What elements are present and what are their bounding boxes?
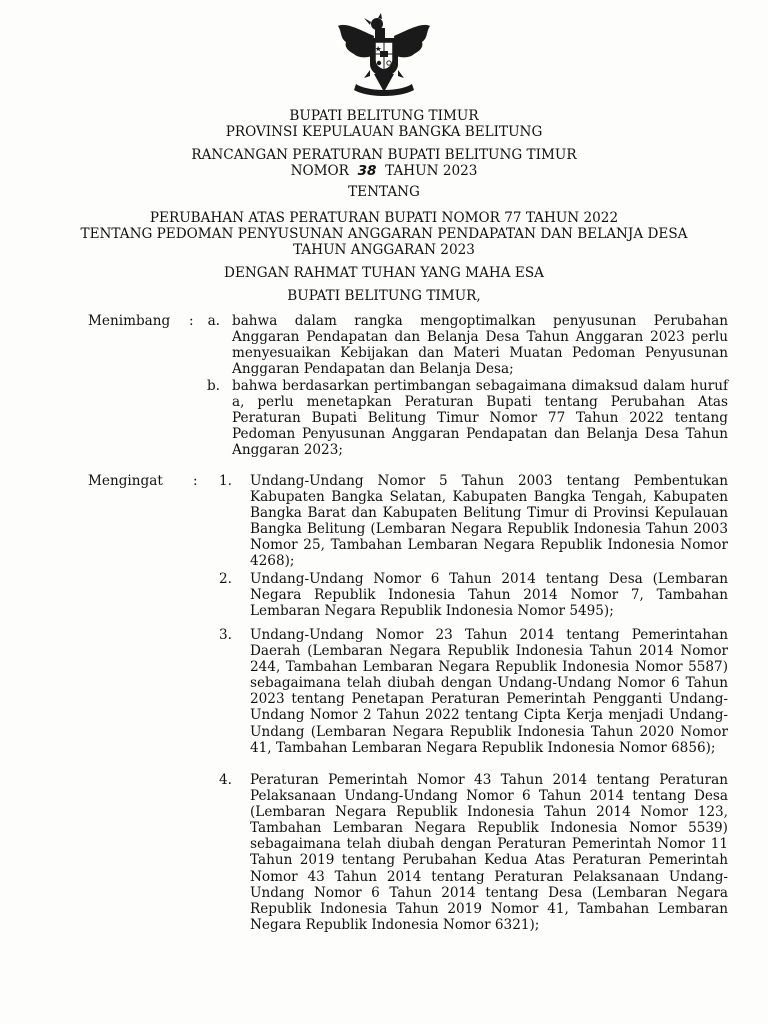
mengingat-item-1-marker: 1.	[219, 473, 232, 489]
header-regent-title: BUPATI BELITUNG TIMUR	[289, 108, 479, 124]
mengingat-item-3-text: Undang-Undang Nomor 23 Tahun 2014 tentang Pemerintahan Daerah (Lembaran Negara Republik Indonesia Tahun 2014 Nomor 244, Tambahan Lembaran Negara Republik Indonesia Nomor 5587) sebagaimana telah diubah dengan Undang-Undang Nomor 6 Tahun 2023 tentang Penetapan Peraturan Pemerintah Pengganti Undang-Undang Nomor 2 Tahun 2022 tentang Cipta Kerja menjadi Undang-Undang (Lembaran Negara Republik Indonesia Tahun 2020 Nomor 41, Tambahan Lembaran Negara Republik Indonesia Nomor 6856);	[250, 627, 728, 756]
mengingat-item-2-marker: 2.	[219, 571, 232, 587]
header-nomor-line	[0, 163, 768, 179]
header-province: PROVINSI KEPULAUAN BANGKA BELITUNG	[225, 124, 543, 140]
mengingat-item-1-text: Undang-Undang Nomor 5 Tahun 2003 tentang Pembentukan Kabupaten Bangka Selatan, Kabupaten Bangka Tengah, Kabupaten Bangka Barat dan Kabupaten Belitung Timur di Provinsi Kepulauan Bangka Belitung (Lembaran Negara Republik Indonesia Tahun 2003 Nomor 25, Tambahan Lembaran Negara Republik Indonesia Nomor 4268);	[250, 473, 728, 570]
menimbang-colon: :	[189, 313, 194, 329]
header-tentang: TENTANG	[348, 184, 420, 200]
mengingat-item-4-marker: 4.	[219, 772, 232, 788]
nomor-prefix: NOMOR	[290, 163, 349, 179]
mengingat-item-4-text: Peraturan Pemerintah Nomor 43 Tahun 2014 tentang Peraturan Pelaksanaan Undang-Undang Nomor 6 Tahun 2014 tentang Desa (Lembaran Negara Republik Indonesia Tahun 2014 Nomor 123, Tambahan Lembaran Negara Republik Indonesia Nomor 5539) sebagaimana telah diubah dengan Peraturan Pemerintah Nomor 11 Tahun 2019 tentang Perubahan Kedua Atas Peraturan Pemerintah Nomor 43 Tahun 2014 tentang Peraturan Pelaksanaan Undang-Undang Nomor 6 Tahun 2014 tentang Desa (Lembaran Negara Republik Indonesia Tahun 2019 Nomor 41, Tambahan Lembaran Negara Republik Indonesia Nomor 6321);	[250, 772, 728, 933]
menimbang-item-b-marker: b.	[206, 378, 220, 394]
menimbang-label: Menimbang	[88, 313, 171, 329]
garuda-emblem-icon	[334, 12, 434, 100]
regulation-title-line3: TAHUN ANGGARAN 2023	[293, 242, 475, 258]
regulation-title-line1: PERUBAHAN ATAS PERATURAN BUPATI NOMOR 77 TAHUN 2022	[149, 210, 619, 226]
nomor-suffix: TAHUN 2023	[385, 163, 478, 179]
rahmat-line: DENGAN RAHMAT TUHAN YANG MAHA ESA	[224, 265, 544, 281]
header-draft-title: RANCANGAN PERATURAN BUPATI BELITUNG TIMUR	[191, 147, 577, 163]
mengingat-colon: :	[193, 473, 198, 489]
mengingat-item-3-marker: 3.	[219, 627, 232, 643]
bupati-line: BUPATI BELITUNG TIMUR,	[287, 288, 481, 304]
mengingat-item-2-text: Undang-Undang Nomor 6 Tahun 2014 tentang Desa (Lembaran Negara Republik Indonesia Tahun 2014 Nomor 7, Tambahan Lembaran Negara Republik Indonesia Nomor 5495);	[250, 571, 728, 620]
menimbang-item-a-text: bahwa dalam rangka mengoptimalkan penyusunan Perubahan Anggaran Pendapatan dan Belanja Desa Tahun Anggaran 2023 perlu menyesuaikan Kebijakan dan Materi Muatan Pedoman Penyusunan Anggaran Pendapatan dan Belanja Desa;	[232, 313, 728, 378]
menimbang-item-b-text: bahwa berdasarkan pertimbangan sebagaimana dimaksud dalam huruf a, perlu menetapkan Peraturan Bupati tentang Perubahan Atas Peraturan Bupati Belitung Timur Nomor 77 Tahun 2022 tentang Pedoman Penyusunan Anggaran Pendapatan dan Belanja Desa Tahun Anggaran 2023;	[232, 378, 728, 459]
nomor-value: 38	[357, 163, 377, 179]
mengingat-label: Mengingat	[88, 473, 163, 489]
menimbang-item-a-marker: a.	[207, 313, 220, 329]
regulation-title-line2: TENTANG PEDOMAN PENYUSUNAN ANGGARAN PENDAPATAN DAN BELANJA DESA	[80, 226, 688, 242]
